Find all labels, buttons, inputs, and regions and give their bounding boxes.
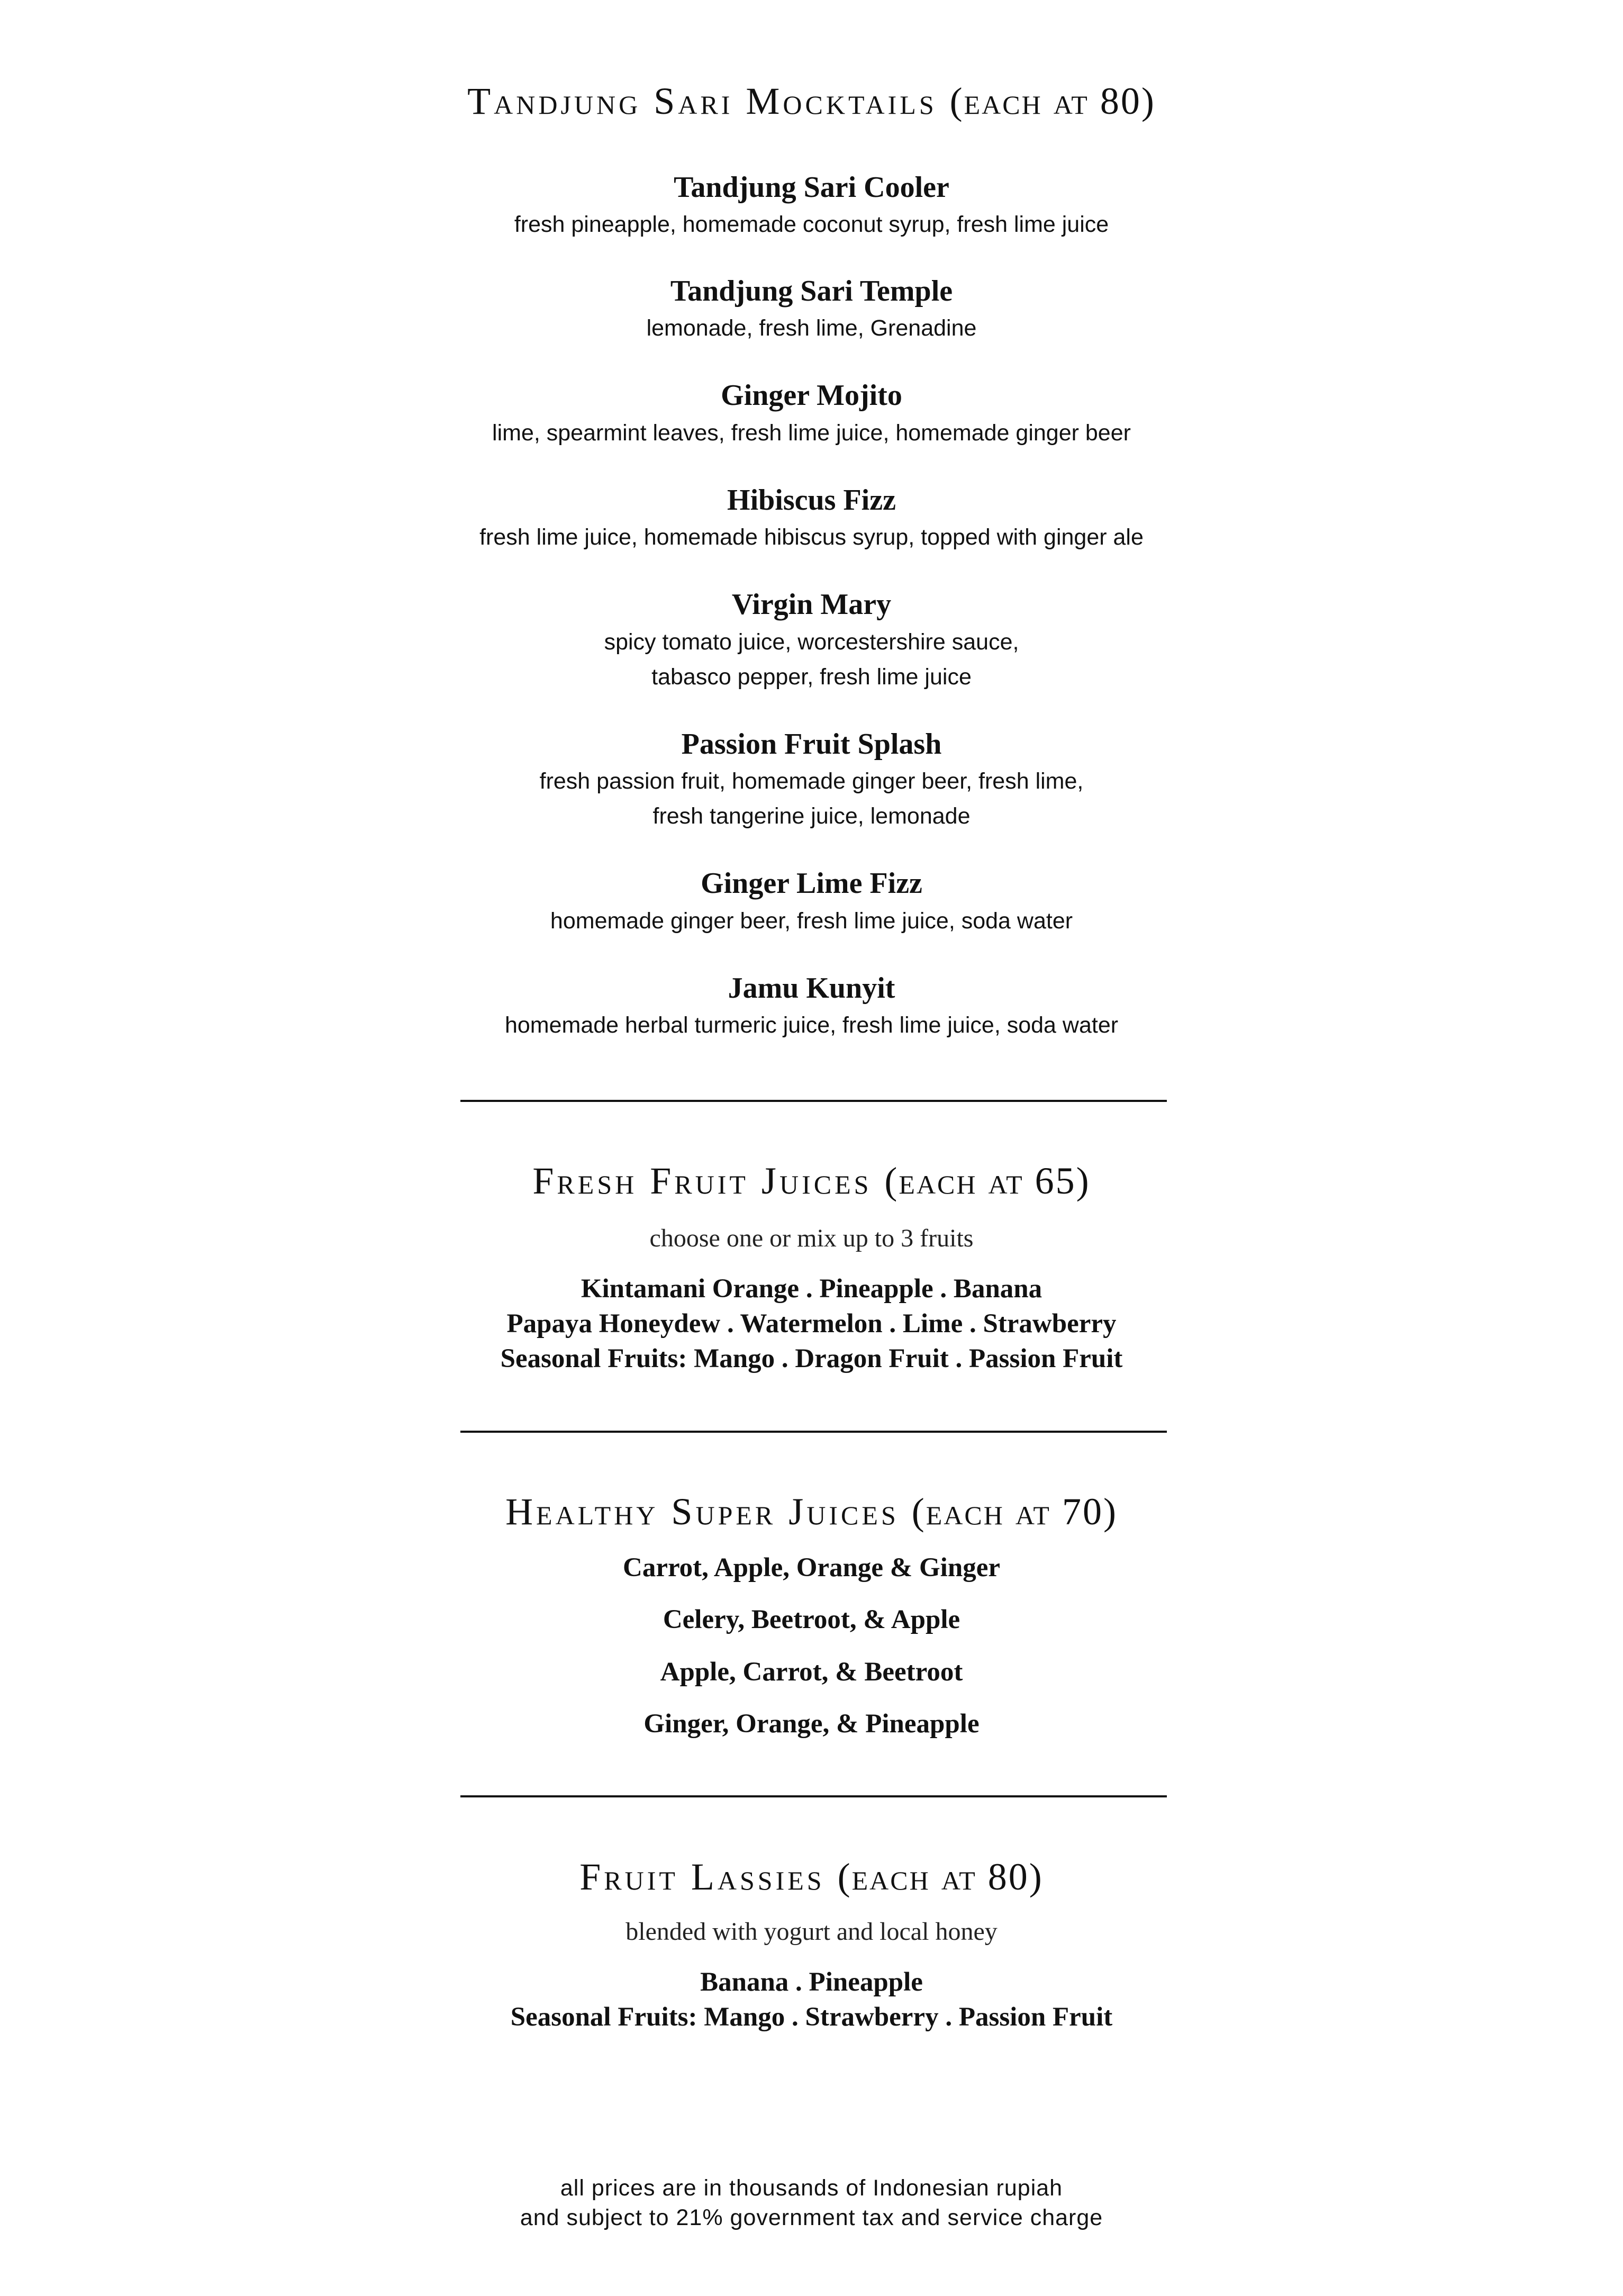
section-title-lassies bbox=[0, 1855, 1623, 1899]
section-subtitle: blended with yogurt and local honey bbox=[625, 1918, 998, 1946]
menu-item-description: fresh passion fruit, homemade ginger beer, fresh lime, bbox=[539, 769, 1084, 794]
menu-item-name: Tandjung Sari Temple bbox=[670, 275, 953, 308]
menu-item-description: lemonade, fresh lime, Grenadine bbox=[646, 315, 977, 341]
section-title-mocktails bbox=[0, 79, 1623, 123]
footer-note: all prices are in thousands of Indonesian rupiah bbox=[560, 2175, 1063, 2201]
section-divider bbox=[460, 1431, 1167, 1433]
fruit-list-line: Kintamani Orange . Pineapple . Banana bbox=[581, 1274, 1042, 1304]
section-price-note: (each at 65) bbox=[884, 1160, 1091, 1202]
section-price-note: (each at 70) bbox=[911, 1490, 1118, 1533]
menu-item-name: Passion Fruit Splash bbox=[681, 728, 942, 761]
juice-list-line: Apple, Carrot, & Beetroot bbox=[660, 1657, 963, 1687]
juice-list-line: Ginger, Orange, & Pineapple bbox=[643, 1709, 980, 1739]
menu-item-description: tabasco pepper, fresh lime juice bbox=[651, 664, 972, 690]
menu-item-description: spicy tomato juice, worcestershire sauce, bbox=[604, 629, 1019, 655]
menu-item-description: homemade herbal turmeric juice, fresh lime juice, soda water bbox=[504, 1013, 1119, 1038]
section-divider bbox=[460, 1100, 1167, 1102]
section-title-text: Tandjung Sari Mocktails bbox=[467, 80, 937, 122]
menu-item-description: fresh pineapple, homemade coconut syrup, fresh lime juice bbox=[514, 212, 1109, 237]
section-price-note: (each at 80) bbox=[837, 1856, 1044, 1898]
section-title-fresh-juices bbox=[0, 1159, 1623, 1203]
footer-note: and subject to 21% government tax and service charge bbox=[520, 2205, 1103, 2230]
menu-item-name: Virgin Mary bbox=[731, 588, 892, 621]
section-title-text: Fresh Fruit Juices bbox=[532, 1160, 872, 1202]
section-title-super-juices bbox=[0, 1490, 1623, 1534]
menu-item-name: Ginger Mojito bbox=[721, 379, 902, 412]
fruit-list-line: Seasonal Fruits: Mango . Dragon Fruit . Passion Fruit bbox=[500, 1344, 1123, 1373]
lassi-list-line: Seasonal Fruits: Mango . Strawberry . Passion Fruit bbox=[510, 2002, 1113, 2032]
lassi-list-line: Banana . Pineapple bbox=[700, 1967, 923, 1997]
section-price-note: (each at 80) bbox=[949, 80, 1156, 122]
menu-item-description: lime, spearmint leaves, fresh lime juice, homemade ginger beer bbox=[492, 420, 1131, 446]
menu-item-name: Tandjung Sari Cooler bbox=[674, 171, 949, 204]
menu-item-name: Hibiscus Fizz bbox=[727, 484, 896, 517]
menu-item-description: fresh lime juice, homemade hibiscus syrup, topped with ginger ale bbox=[479, 525, 1144, 550]
section-divider bbox=[460, 1795, 1167, 1797]
juice-list-line: Celery, Beetroot, & Apple bbox=[663, 1605, 960, 1634]
menu-item-name: Jamu Kunyit bbox=[728, 972, 895, 1005]
juice-list-line: Carrot, Apple, Orange & Ginger bbox=[623, 1553, 1000, 1583]
fruit-list-line: Papaya Honeydew . Watermelon . Lime . Strawberry bbox=[506, 1309, 1117, 1339]
section-title-text: Fruit Lassies bbox=[579, 1856, 825, 1898]
menu-item-description: homemade ginger beer, fresh lime juice, soda water bbox=[550, 908, 1073, 934]
menu-item-description: fresh tangerine juice, lemonade bbox=[652, 803, 971, 829]
section-subtitle: choose one or mix up to 3 fruits bbox=[649, 1224, 974, 1252]
section-title-text: Healthy Super Juices bbox=[505, 1490, 899, 1533]
menu-item-name: Ginger Lime Fizz bbox=[701, 867, 922, 900]
